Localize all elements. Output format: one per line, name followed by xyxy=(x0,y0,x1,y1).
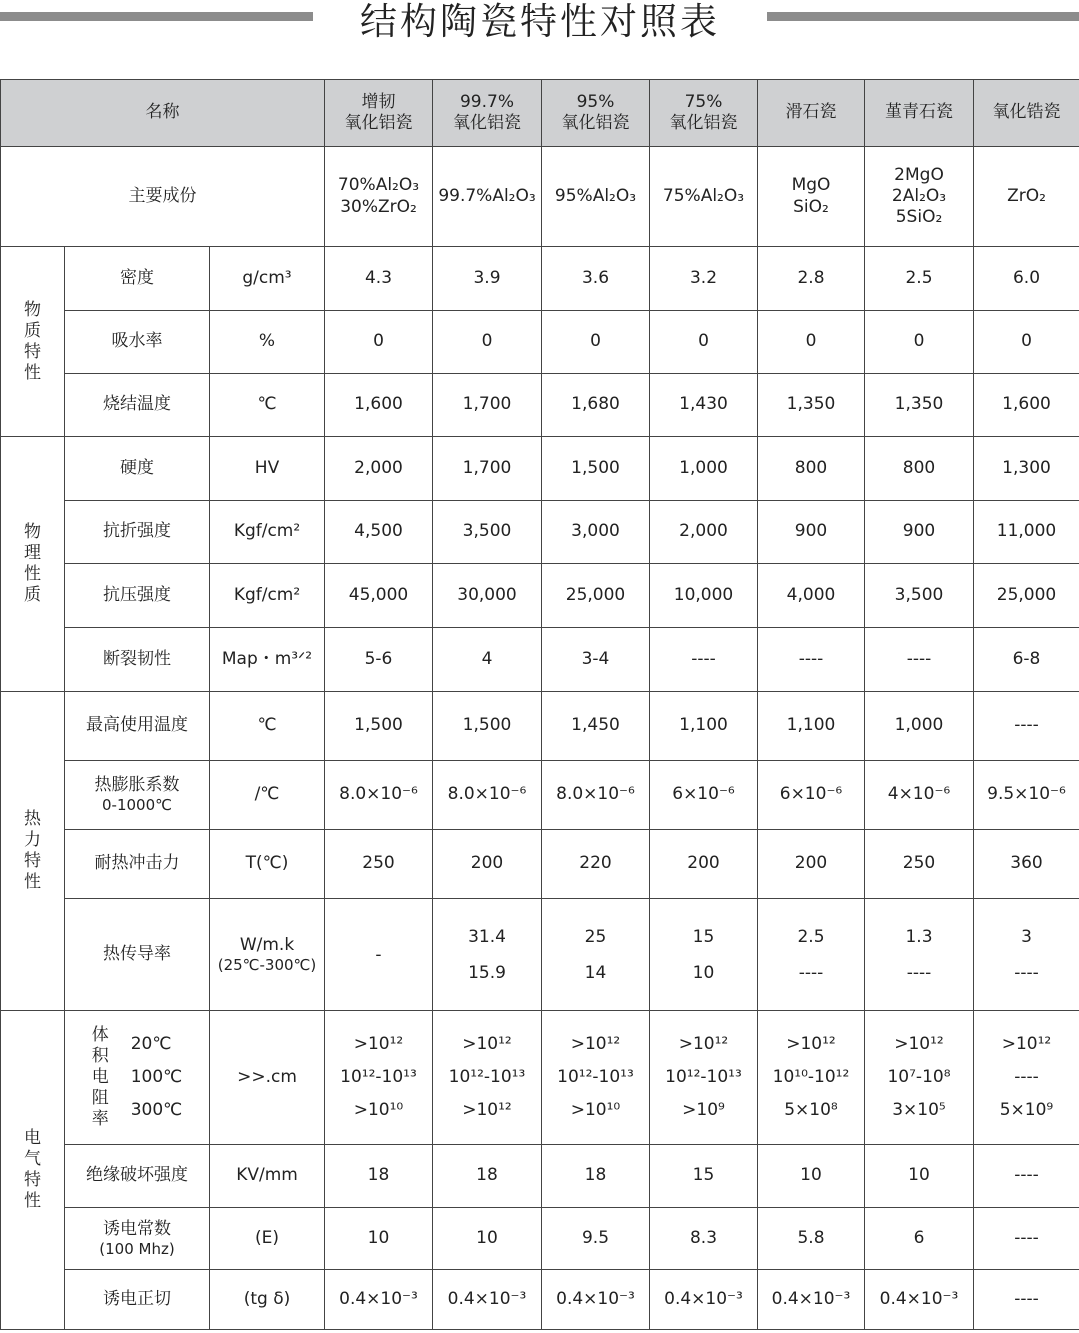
value-cell: 18 xyxy=(433,1145,542,1208)
row-unit-text: Kgf/cm² xyxy=(233,584,301,605)
value-line: 5×10⁸ xyxy=(784,1100,838,1120)
resistivity-char: 积 xyxy=(91,1046,109,1066)
group-char: 性 xyxy=(24,872,41,892)
value-cell xyxy=(325,1011,433,1145)
resistivity-char: 电 xyxy=(91,1067,109,1087)
value-cell xyxy=(433,899,542,1011)
row-label-text: 密度 xyxy=(120,267,154,288)
value-cell: 10 xyxy=(433,1208,542,1270)
row-label-text: 热膨胀系数 xyxy=(94,775,180,795)
value-line: >10¹² xyxy=(570,1034,621,1054)
row-unit xyxy=(210,830,325,899)
group-char: 物 xyxy=(24,299,41,320)
value-line: 10¹²-10¹³ xyxy=(448,1067,526,1087)
row-unit-text: (E) xyxy=(254,1227,279,1248)
value-cell: 1,600 xyxy=(974,374,1079,437)
value-cell: 250 xyxy=(865,830,974,899)
value-cell: 4,000 xyxy=(758,564,865,628)
group-char: 性 xyxy=(24,1191,41,1211)
value-cell: 1,430 xyxy=(650,374,758,437)
resistivity-char: 体 xyxy=(91,1025,109,1045)
row-unit xyxy=(210,564,325,628)
value-line: 10⁷-10⁸ xyxy=(887,1067,951,1087)
value-cell: 8.0×10⁻⁶ xyxy=(325,761,433,830)
value-cell: ---- xyxy=(758,628,865,692)
value-line: 25 xyxy=(584,926,607,947)
value-line: ---- xyxy=(798,962,824,983)
group-char: 性 xyxy=(24,362,41,383)
row-unit-text: (tg δ) xyxy=(243,1288,291,1309)
table-row xyxy=(1,830,1079,899)
row-unit-text: Map・m³ᐟ² xyxy=(221,648,313,669)
value-cell: 4,500 xyxy=(325,501,433,564)
value-cell: 0 xyxy=(650,311,758,374)
group-char: 特 xyxy=(24,851,41,871)
group-char: 气 xyxy=(24,1149,41,1169)
value-cell: 220 xyxy=(542,830,650,899)
row-unit-text: Kgf/cm² xyxy=(233,521,301,542)
value-cell: 0.4×10⁻³ xyxy=(433,1270,542,1330)
value-cell: 8.0×10⁻⁶ xyxy=(433,761,542,830)
row-unit xyxy=(210,628,325,692)
group-char: 特 xyxy=(24,341,41,362)
row-label xyxy=(65,564,210,628)
value-cell xyxy=(865,899,974,1011)
value-line: 10¹⁰-10¹² xyxy=(772,1067,850,1087)
header-col-line: 氧化锆瓷 xyxy=(992,102,1061,123)
table-row xyxy=(1,761,1079,830)
value-cell: 800 xyxy=(758,437,865,501)
value-cell: 10 xyxy=(865,1145,974,1208)
title-bar-right xyxy=(767,12,1079,21)
header-col xyxy=(325,80,433,147)
group-char: 性 xyxy=(24,564,41,584)
value-cell: 15 xyxy=(650,1145,758,1208)
row-label-text: 抗压强度 xyxy=(103,584,171,605)
group-char: 物 xyxy=(24,522,41,542)
resistivity-label xyxy=(65,1011,210,1145)
value-cell: 3.9 xyxy=(433,247,542,311)
value-cell: 1,100 xyxy=(650,692,758,761)
value-cell: 200 xyxy=(758,830,865,899)
value-line: - xyxy=(375,944,382,965)
resistivity-temp: 20℃ xyxy=(130,1034,172,1054)
row-unit-text: ℃ xyxy=(257,394,277,415)
group-char: 质 xyxy=(24,320,41,341)
row-unit-text: HV xyxy=(254,457,280,478)
value-line: >10¹² xyxy=(1001,1034,1052,1054)
row-label xyxy=(65,374,210,437)
row-unit: >>.cm xyxy=(210,1011,325,1145)
value-cell: 4 xyxy=(433,628,542,692)
value-cell: 1,500 xyxy=(325,692,433,761)
header-col-line: 99.7% xyxy=(459,91,514,112)
value-cell: 6.0 xyxy=(974,247,1079,311)
value-cell: 6×10⁻⁶ xyxy=(758,761,865,830)
value-cell: 6×10⁻⁶ xyxy=(650,761,758,830)
table-row xyxy=(1,80,1079,147)
row-label-note: (100 Mhz) xyxy=(99,1239,175,1258)
value-line: ---- xyxy=(906,962,932,983)
value-cell: 3-4 xyxy=(542,628,650,692)
value-cell xyxy=(433,1011,542,1145)
value-cell: 2.5 xyxy=(865,247,974,311)
value-line: >10¹⁰ xyxy=(570,1100,621,1120)
header-col xyxy=(758,80,865,147)
table-row xyxy=(1,374,1079,437)
title-bar-left xyxy=(0,12,313,21)
composition-line: 5SiO₂ xyxy=(895,207,943,228)
row-unit xyxy=(210,1145,325,1208)
table-row xyxy=(1,564,1079,628)
table-row xyxy=(1,1011,1079,1145)
composition-line: 75%Al₂O₃ xyxy=(662,185,745,206)
row-label-text: 抗折强度 xyxy=(103,521,171,542)
value-cell: 1,500 xyxy=(433,692,542,761)
composition-line: ZrO₂ xyxy=(1007,185,1046,206)
row-label-text: 绝缘破坏强度 xyxy=(86,1165,188,1186)
value-line: ---- xyxy=(1014,1067,1039,1087)
row-unit xyxy=(210,1270,325,1330)
value-cell: 0.4×10⁻³ xyxy=(865,1270,974,1330)
value-cell: 25,000 xyxy=(974,564,1079,628)
value-cell: 2.8 xyxy=(758,247,865,311)
resistivity-char: 率 xyxy=(91,1109,109,1129)
value-cell: 1,500 xyxy=(542,437,650,501)
value-cell: 2,000 xyxy=(325,437,433,501)
value-line: >10¹² xyxy=(678,1034,729,1054)
value-cell: 3.6 xyxy=(542,247,650,311)
value-line: 1.3 xyxy=(905,926,933,947)
value-cell: 8.3 xyxy=(650,1208,758,1270)
row-label-text: 最高使用温度 xyxy=(86,715,188,736)
value-cell: 10 xyxy=(325,1208,433,1270)
composition-cell xyxy=(433,147,542,247)
value-line: 10¹²-10¹³ xyxy=(557,1067,634,1087)
resistivity-temp: 100℃ xyxy=(130,1067,183,1087)
value-cell: 1,300 xyxy=(974,437,1079,501)
value-cell: 8.0×10⁻⁶ xyxy=(542,761,650,830)
value-line: 31.4 xyxy=(468,926,506,947)
value-cell: 9.5 xyxy=(542,1208,650,1270)
value-cell xyxy=(974,1011,1079,1145)
value-cell: 5.8 xyxy=(758,1208,865,1270)
table-row xyxy=(1,501,1079,564)
row-unit-text: W/m.k xyxy=(239,934,295,955)
composition-line: 70%Al₂O₃ xyxy=(337,175,420,196)
value-cell: 5-6 xyxy=(325,628,433,692)
value-cell: 6 xyxy=(865,1208,974,1270)
value-line: >10¹² xyxy=(462,1034,512,1054)
row-unit-text: g/cm³ xyxy=(242,267,292,288)
row-label-text: 耐热冲击力 xyxy=(94,853,180,874)
row-label-text: 诱电正切 xyxy=(103,1288,171,1309)
value-line: 3×10⁵ xyxy=(892,1100,946,1120)
value-cell: 3.2 xyxy=(650,247,758,311)
value-cell: 1,100 xyxy=(758,692,865,761)
value-cell: 25,000 xyxy=(542,564,650,628)
table-row xyxy=(1,628,1079,692)
row-label xyxy=(65,311,210,374)
row-label-note: 0-1000℃ xyxy=(102,796,172,815)
group-thermal xyxy=(1,692,65,1011)
value-cell: 1,600 xyxy=(325,374,433,437)
composition-line: SiO₂ xyxy=(793,196,829,217)
value-cell: 1,450 xyxy=(542,692,650,761)
spec-table xyxy=(0,79,1079,1330)
composition-line: MgO xyxy=(791,175,831,196)
value-cell: 1,350 xyxy=(865,374,974,437)
value-cell: 10 xyxy=(758,1145,865,1208)
composition-line: 30%ZrO₂ xyxy=(340,196,417,217)
value-cell: 4.3 xyxy=(325,247,433,311)
value-line: >10¹⁰ xyxy=(353,1100,404,1120)
value-cell: 2,000 xyxy=(650,501,758,564)
value-cell xyxy=(758,899,865,1011)
value-cell: 1,350 xyxy=(758,374,865,437)
row-unit xyxy=(210,761,325,830)
header-col-line: 95% xyxy=(576,91,615,112)
composition-cell xyxy=(865,147,974,247)
value-cell: ---- xyxy=(865,628,974,692)
table-row xyxy=(1,899,1079,1011)
value-cell: 1,680 xyxy=(542,374,650,437)
table-row xyxy=(1,1270,1079,1330)
value-cell xyxy=(650,899,758,1011)
header-col-line: 75% xyxy=(684,91,723,112)
value-cell: 0 xyxy=(542,311,650,374)
row-unit-text: ℃ xyxy=(257,715,277,736)
header-col-line: 氧化铝瓷 xyxy=(669,113,738,133)
composition-line: 2Al₂O₃ xyxy=(891,185,947,206)
row-label-text: 诱电常数 xyxy=(103,1218,171,1239)
composition-cell xyxy=(758,147,865,247)
value-cell: 1,000 xyxy=(865,692,974,761)
value-cell xyxy=(542,899,650,1011)
row-unit xyxy=(210,311,325,374)
value-cell: 18 xyxy=(325,1145,433,1208)
composition-line: 2MgO xyxy=(894,164,944,185)
row-label xyxy=(65,1270,210,1330)
header-col-line: 滑石瓷 xyxy=(785,102,837,123)
header-name: 名称 xyxy=(1,80,325,147)
value-cell: 9.5×10⁻⁶ xyxy=(974,761,1079,830)
row-label-text: 热传导率 xyxy=(103,943,171,964)
table-row xyxy=(1,437,1079,501)
row-label-text: 断裂韧性 xyxy=(103,648,171,669)
row-label xyxy=(65,1145,210,1208)
header-col-line: 增韧 xyxy=(361,91,396,112)
header-col-line: 堇青石瓷 xyxy=(885,102,953,123)
group-physical_property xyxy=(1,437,65,692)
row-label xyxy=(65,501,210,564)
page-title: 结构陶瓷特性对照表 xyxy=(360,0,720,43)
value-cell: 200 xyxy=(433,830,542,899)
resistivity-label-wrap xyxy=(67,1025,207,1130)
value-cell: 0 xyxy=(865,311,974,374)
value-line: 10¹²-10¹³ xyxy=(665,1067,742,1087)
value-cell: 1,700 xyxy=(433,374,542,437)
value-cell: 10,000 xyxy=(650,564,758,628)
value-cell: ---- xyxy=(974,1270,1079,1330)
value-cell xyxy=(542,1011,650,1145)
value-cell: 900 xyxy=(758,501,865,564)
value-cell: 1,700 xyxy=(433,437,542,501)
value-cell: 30,000 xyxy=(433,564,542,628)
row-label xyxy=(65,1208,210,1270)
value-cell xyxy=(650,1011,758,1145)
value-cell: 800 xyxy=(865,437,974,501)
header-col-line: 氧化铝瓷 xyxy=(453,113,521,133)
value-cell: ---- xyxy=(974,692,1079,761)
value-cell: 0 xyxy=(974,311,1079,374)
row-unit xyxy=(210,1208,325,1270)
table-row xyxy=(1,247,1079,311)
header-col xyxy=(974,80,1079,147)
value-cell: 0 xyxy=(433,311,542,374)
row-unit xyxy=(210,692,325,761)
row-unit xyxy=(210,247,325,311)
table-row xyxy=(1,692,1079,761)
row-label-text: 硬度 xyxy=(120,457,154,478)
value-cell: 0 xyxy=(758,311,865,374)
value-line: 3 xyxy=(1021,926,1032,947)
row-label xyxy=(65,761,210,830)
row-label xyxy=(65,628,210,692)
value-line: 15.9 xyxy=(468,962,506,983)
row-unit xyxy=(210,437,325,501)
value-line: 10 xyxy=(692,962,715,983)
row-unit-text: % xyxy=(258,331,276,352)
row-label xyxy=(65,437,210,501)
group-char: 质 xyxy=(24,585,41,605)
composition-label: 主要成份 xyxy=(1,147,325,247)
page-header xyxy=(0,0,1079,52)
value-line: 15 xyxy=(692,926,715,947)
value-line: >10¹² xyxy=(894,1034,944,1054)
row-label xyxy=(65,830,210,899)
value-cell: 0.4×10⁻³ xyxy=(758,1270,865,1330)
value-cell xyxy=(325,899,433,1011)
value-cell: 0.4×10⁻³ xyxy=(325,1270,433,1330)
group-char: 力 xyxy=(24,830,41,850)
value-cell: 3,500 xyxy=(865,564,974,628)
composition-cell xyxy=(325,147,433,247)
row-unit-text: /℃ xyxy=(254,784,280,805)
header-col xyxy=(542,80,650,147)
value-line: 10¹²-10¹³ xyxy=(340,1067,417,1087)
value-line: >10⁹ xyxy=(682,1100,725,1120)
row-label xyxy=(65,247,210,311)
value-cell: 0 xyxy=(325,311,433,374)
header-col xyxy=(433,80,542,147)
row-label-text: 烧结温度 xyxy=(103,394,171,415)
value-cell: 45,000 xyxy=(325,564,433,628)
value-cell: 0.4×10⁻³ xyxy=(542,1270,650,1330)
group-electrical xyxy=(1,1011,65,1330)
row-unit-note: (25℃-300℃) xyxy=(217,955,317,974)
row-unit xyxy=(210,501,325,564)
value-cell: 3,000 xyxy=(542,501,650,564)
value-cell: 4×10⁻⁶ xyxy=(865,761,974,830)
value-cell: 6-8 xyxy=(974,628,1079,692)
group-char: 热 xyxy=(24,809,41,829)
value-line: 14 xyxy=(584,962,607,983)
value-cell: 200 xyxy=(650,830,758,899)
table-row xyxy=(1,1145,1079,1208)
value-line: ---- xyxy=(1014,962,1039,983)
value-cell xyxy=(865,1011,974,1145)
value-line: 2.5 xyxy=(797,926,825,947)
value-cell: ---- xyxy=(650,628,758,692)
table-row xyxy=(1,147,1079,247)
row-label xyxy=(65,899,210,1011)
composition-cell xyxy=(542,147,650,247)
value-line: >10¹² xyxy=(786,1034,836,1054)
resistivity-temp: 300℃ xyxy=(130,1100,183,1120)
value-cell: 3,500 xyxy=(433,501,542,564)
group-char: 电 xyxy=(24,1128,41,1148)
resistivity-temps xyxy=(131,1028,183,1127)
row-unit-text: KV/mm xyxy=(236,1165,298,1186)
resistivity-char: 阻 xyxy=(91,1088,109,1108)
row-label-text: 吸水率 xyxy=(111,331,163,352)
resistivity-label-chars xyxy=(92,1025,109,1130)
composition-line: 95%Al₂O₃ xyxy=(554,185,637,206)
row-unit xyxy=(210,899,325,1011)
value-cell xyxy=(974,899,1079,1011)
row-unit xyxy=(210,374,325,437)
group-char: 理 xyxy=(24,543,41,563)
composition-cell xyxy=(974,147,1079,247)
header-col xyxy=(865,80,974,147)
value-cell: 360 xyxy=(974,830,1079,899)
group-char: 特 xyxy=(24,1170,41,1190)
value-cell xyxy=(758,1011,865,1145)
table-row xyxy=(1,1208,1079,1270)
value-line: >10¹² xyxy=(353,1034,404,1054)
value-cell: 11,000 xyxy=(974,501,1079,564)
header-col-line: 氧化铝瓷 xyxy=(561,113,630,133)
table-row xyxy=(1,311,1079,374)
value-cell: 900 xyxy=(865,501,974,564)
value-cell: 18 xyxy=(542,1145,650,1208)
row-unit-text: T(℃) xyxy=(245,853,289,874)
value-cell: ---- xyxy=(974,1145,1079,1208)
value-cell: 0.4×10⁻³ xyxy=(650,1270,758,1330)
value-cell: ---- xyxy=(974,1208,1079,1270)
value-line: 5×10⁹ xyxy=(999,1100,1054,1120)
value-cell: 250 xyxy=(325,830,433,899)
group-physical_material xyxy=(1,247,65,437)
header-col xyxy=(650,80,758,147)
value-line: >10¹² xyxy=(462,1100,512,1120)
composition-cell xyxy=(650,147,758,247)
value-cell: 1,000 xyxy=(650,437,758,501)
row-label xyxy=(65,692,210,761)
header-col-line: 氧化铝瓷 xyxy=(344,113,413,133)
composition-line: 99.7%Al₂O₃ xyxy=(438,185,536,206)
